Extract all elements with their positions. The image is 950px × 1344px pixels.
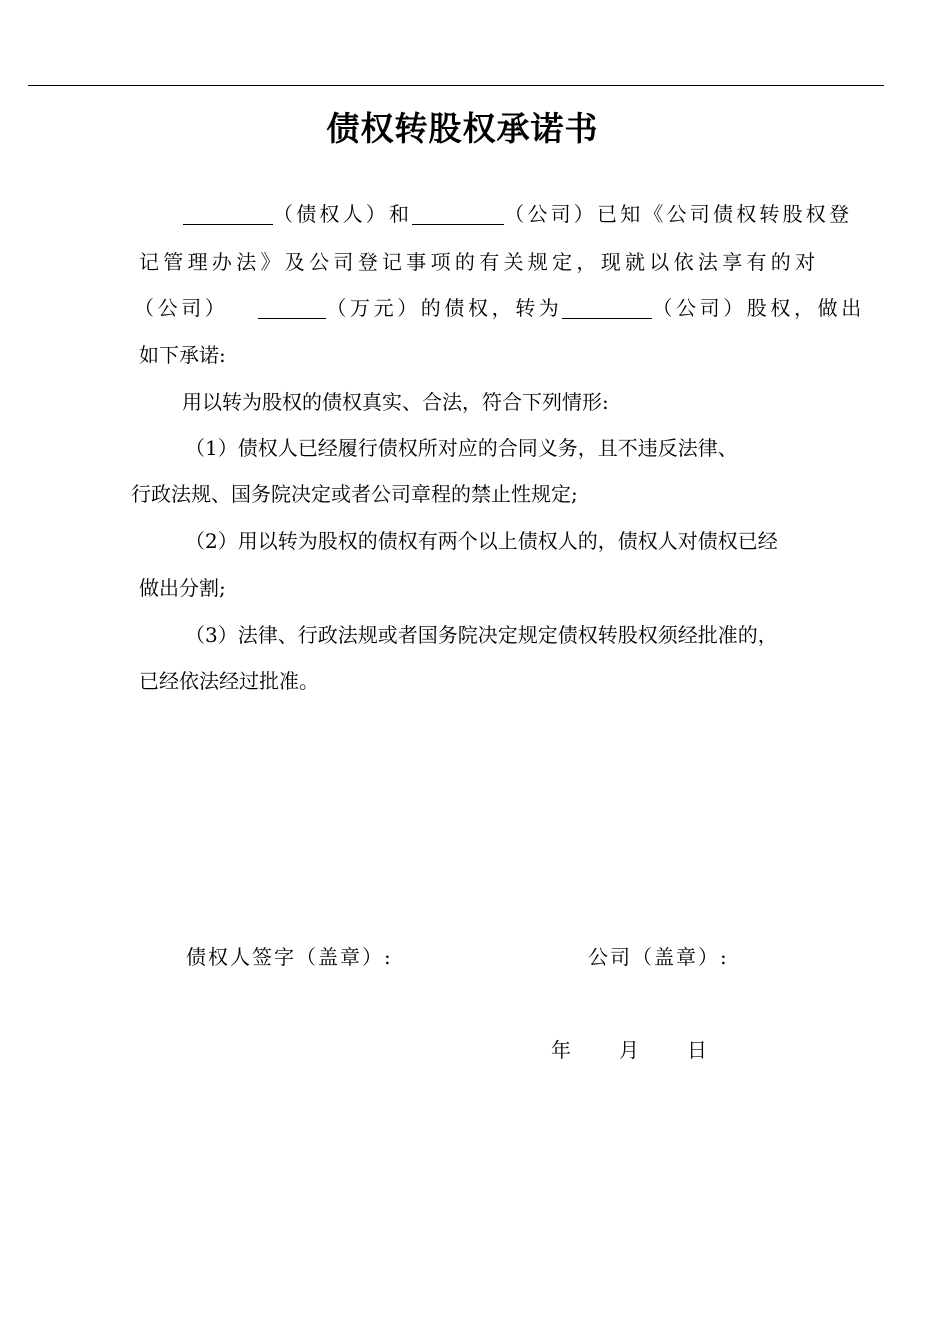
statement-text: 用以转为股权的债权真实、合法，符合下列情形: [182, 390, 609, 414]
header-rule [28, 85, 884, 86]
item-2-text-2: 做出分割; [139, 576, 226, 600]
date-month: 月 [619, 1038, 639, 1062]
document-title: 债权转股权承诺书 [326, 109, 599, 148]
item-3-line-2 [139, 667, 319, 695]
statement-line [182, 388, 609, 416]
item-3-text-2: 已经依法经过批准。 [139, 669, 319, 693]
intro-line-2 [139, 248, 819, 276]
intro-text-1a: （债权人）和 [273, 202, 413, 226]
intro-text-3b: （万元）的债权，转为 [326, 296, 563, 320]
item-3-line-1 [185, 621, 778, 649]
intro-text-4: 如下承诺: [139, 343, 226, 367]
item-2-line-2 [139, 574, 226, 602]
company-blank [412, 204, 504, 225]
intro-line-4 [139, 341, 226, 369]
item-1-line-1 [185, 434, 738, 462]
company-seal-label: 公司（盖章）: [588, 945, 729, 969]
item-1-line-2 [131, 480, 578, 508]
amount-blank [258, 298, 326, 319]
intro-text-1b: （公司）已知《公司债权转股权登 [504, 202, 853, 226]
intro-text-2: 记管理办法》及公司登记事项的有关规定，现就以依法享有的对 [139, 250, 820, 274]
target-company-blank [562, 298, 652, 319]
intro-line-3 [134, 294, 865, 322]
item-1-text-1: （1）债权人已经履行债权所对应的合同义务，且不违反法律、 [185, 436, 738, 460]
item-1-text-2: 行政法规、国务院决定或者公司章程的禁止性规定; [131, 482, 578, 506]
item-3-text-1: （3）法律、行政法规或者国务院决定规定债权转股权须经批准的， [185, 623, 778, 647]
intro-text-3c: （公司）股权，做出 [652, 296, 865, 320]
creditor-signature-label: 债权人签字（盖章）: [186, 945, 393, 969]
intro-line-1 [183, 200, 852, 228]
item-2-text-1: （2）用以转为股权的债权有两个以上债权人的，债权人对债权已经 [185, 529, 778, 553]
date-year: 年 [551, 1038, 571, 1062]
intro-text-3a: （公司） [134, 296, 229, 320]
creditor-blank [183, 204, 273, 225]
item-2-line-1 [185, 527, 778, 555]
date-day: 日 [687, 1038, 707, 1062]
